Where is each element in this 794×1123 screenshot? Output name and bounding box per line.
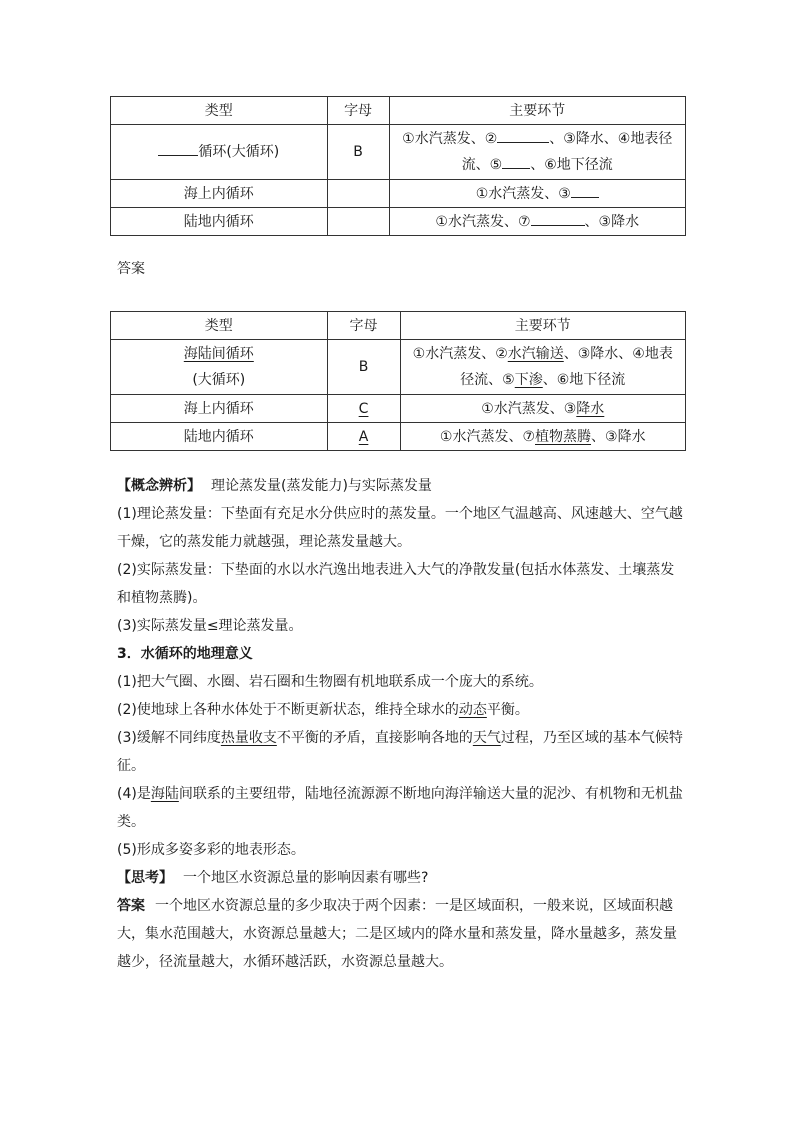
header-steps: 主要环节 [389,97,685,125]
row2-steps: ①水汽蒸发、③ [389,180,685,208]
fill-blank [531,209,585,226]
significance-heading: 3．水循环的地理意义 [117,646,253,662]
row3-steps: ①水汽蒸发、⑦ 、③降水 [389,208,685,236]
row2-type: 海上内循环 [111,395,328,423]
think-question: 【思考】 一个地区水资源总量的影响因素有哪些? [117,870,429,886]
row3-letter: A [327,423,400,451]
significance-item-3: (3)缓解不同纬度热量收支不平衡的矛盾，直接影响各地的天气过程，乃至区域的基本气候特征。 [117,730,683,774]
row2-letter [327,180,389,208]
row3-steps: ①水汽蒸发、⑦植物蒸腾、③降水 [400,423,686,451]
row3-type: 陆地内循环 [111,208,328,236]
header-type: 类型 [111,312,328,340]
row1-type: 循环(大循环) [111,125,328,180]
header-letter: 字母 [327,97,389,125]
row1-letter: B [327,125,389,180]
fill-blank [497,126,549,143]
row2-letter: C [327,395,400,423]
fill-blank [571,181,599,198]
concept-p3: (3)实际蒸发量≤理论蒸发量。 [117,618,303,634]
body-content [117,472,683,976]
row3-type: 陆地内循环 [111,423,328,451]
header-letter: 字母 [327,312,400,340]
question-table [110,96,686,236]
concept-p1: (1)理论蒸发量：下垫面有充足水分供应时的蒸发量。一个地区气温越高、风速越大、空气越干燥，它的蒸发能力就越强，理论蒸发量越大。 [117,506,683,550]
answer-table [110,311,686,451]
row2-type: 海上内循环 [111,180,328,208]
significance-item-4: (4)是海陆间联系的主要纽带，陆地径流源源不断地向海洋输送大量的泥沙、有机物和无机盐类。 [117,786,683,830]
row1-type: 海陆间循环 (大循环) [111,340,328,395]
concept-heading: 【概念辨析】 理论蒸发量(蒸发能力)与实际蒸发量 [117,478,432,494]
think-answer: 答案 一个地区水资源总量的多少取决于两个因素：一是区域面积，一般来说，区域面积越大，集水范围越大，水资源总量越大；二是区域内的降水量和蒸发量，降水量越多，蒸发量越少，径流量越大，水循环越活跃，水资源总量越大。 [117,898,677,970]
significance-item-1: (1)把大气圈、水圈、岩石圈和生物圈有机地联系成一个庞大的系统。 [117,674,543,690]
row1-letter: B [327,340,400,395]
header-steps: 主要环节 [400,312,686,340]
row3-letter [327,208,389,236]
fill-blank [158,139,198,156]
row2-steps: ①水汽蒸发、③降水 [400,395,686,423]
concept-p2: (2)实际蒸发量：下垫面的水以水汽逸出地表进入大气的净散发量(包括水体蒸发、土壤蒸发和植物蒸腾)。 [117,562,675,606]
row1-steps: ①水汽蒸发、②水汽输送、③降水、④地表 径流、⑤下渗、⑥地下径流 [400,340,686,395]
significance-item-2: (2)使地球上各种水体处于不断更新状态，维持全球水的动态平衡。 [117,702,529,718]
row1-steps: ①水汽蒸发、② 、③降水、④地表径 流、⑤ 、⑥地下径流 [389,125,685,180]
fill-blank [502,152,530,169]
significance-item-5: (5)形成多姿多彩的地表形态。 [117,842,305,858]
answer-label: 答案 [117,261,145,277]
header-type: 类型 [111,97,328,125]
